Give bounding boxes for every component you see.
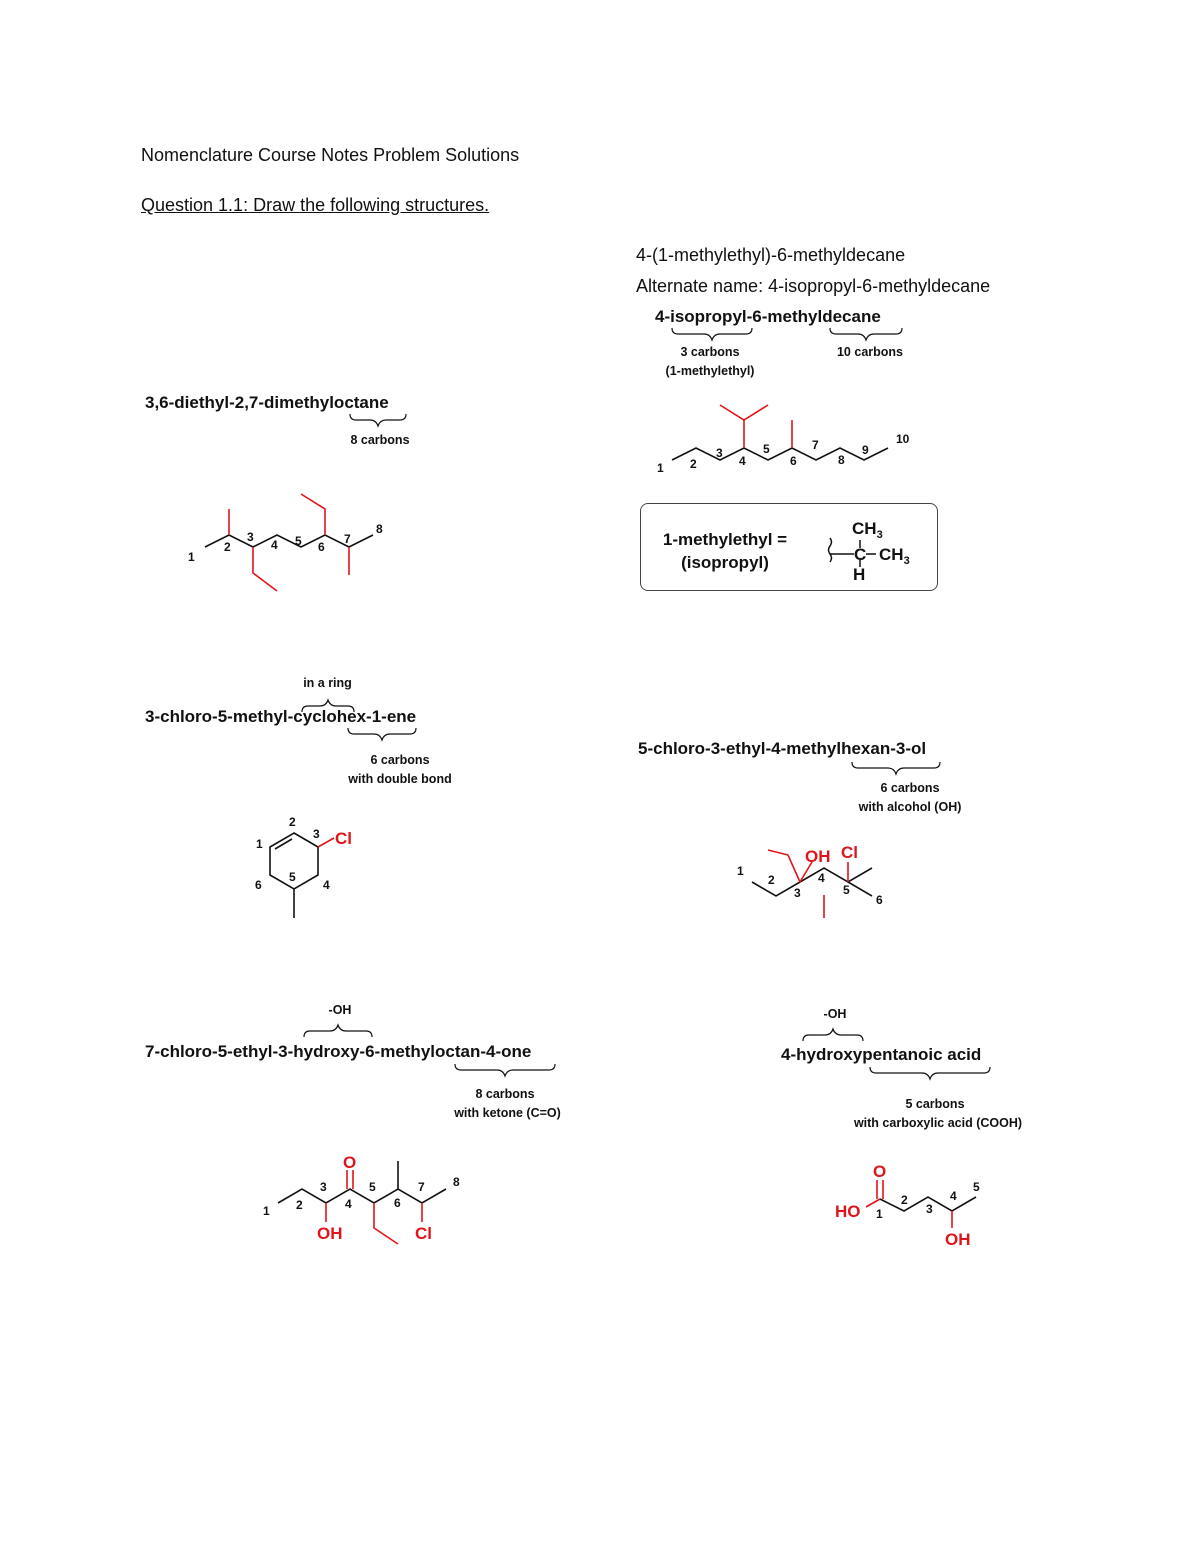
p4-num-5: 5 [843,883,850,897]
p6-compound-name: 4-hydroxypentanoic acid [781,1045,982,1064]
p1-num-8: 8 [376,522,383,536]
p5-compound-name: 7-chloro-5-ethyl-3-hydroxy-6-methyloctan-4-one [145,1042,532,1061]
p1-brace-octane [350,414,406,426]
p6-o-label: O [873,1162,887,1181]
p2-num-1: 1 [657,461,664,475]
p2-alternate-name: Alternate name: 4-isopropyl-6-methyldecane [636,276,991,296]
box-attachment-wavy [829,538,832,562]
p1-carbon-numbers [188,522,383,564]
p6-bond-ho [866,1199,880,1207]
p5-brace-octanone [455,1064,555,1076]
p2-heading: 4-(1-methylethyl)-6-methyldecane [636,245,906,265]
p3-num-3: 3 [313,827,320,841]
p2-brace-decane [830,328,902,340]
p6-brace-pentanoic [870,1067,990,1079]
p4-num-1: 1 [737,864,744,878]
box-label-methylethyl: 1-methylethyl = [662,530,788,549]
p5-note-8-carbons: 8 carbons [475,1087,535,1101]
p3-brace-cyclo [302,700,354,712]
p3-num-2: 2 [289,815,296,829]
p6-num-1: 1 [876,1207,883,1221]
p2-note-10-carbons: 10 carbons [836,345,903,359]
p5-oh-label: OH [317,1224,343,1243]
p6-ho-label: HO [835,1202,861,1221]
p6-num-4: 4 [950,1189,957,1203]
p1-num-6: 6 [318,540,325,554]
p4-oh-label: OH [805,847,831,866]
p2-num-10: 10 [896,432,910,446]
p3-bond-cl [318,838,334,847]
p5-cl-label: Cl [415,1224,432,1243]
p6-carbon-numbers [876,1180,980,1221]
p1-ethyl-c3 [253,547,277,591]
p6-note-5-carbons: 5 carbons [905,1097,965,1111]
p4-compound-name: 5-chloro-3-ethyl-4-methylhexan-3-ol [638,739,927,758]
p3-num-4: 4 [323,878,330,892]
p5-num-7: 7 [418,1180,425,1194]
p4-note-6-carbons: 6 carbons [880,781,940,795]
p5-note-oh: -OH [328,1003,352,1017]
p4-terminal [848,882,872,896]
p4-num-6: 6 [876,893,883,907]
p4-cl-label: Cl [841,843,858,862]
p1-note-8-carbons: 8 carbons [350,433,410,447]
p2-compound-name: 4-isopropyl-6-methyldecane [655,307,881,326]
p3-note-in-a-ring: in a ring [303,676,352,690]
p2-num-7: 7 [812,438,819,452]
document-title: Nomenclature Course Notes Problem Solutions [141,145,520,165]
p6-num-2: 2 [901,1193,908,1207]
box-ch3-right: $CH_3$ [879,545,910,567]
p2-num-5: 5 [763,442,770,456]
p2-num-3: 3 [716,446,723,460]
p4-note-alcohol: with alcohol (OH) [858,800,962,814]
p6-note-oh: -OH [823,1007,847,1021]
p1-num-7: 7 [344,532,351,546]
p5-num-4: 4 [345,1197,352,1211]
p6-num-5: 5 [973,1180,980,1194]
p2-brace-isopropyl [672,328,752,340]
p2-note-methylethyl: (1-methylethyl) [665,364,755,378]
p4-num-3: 3 [794,886,801,900]
p6-brace-hydroxy [803,1029,863,1041]
p5-num-3: 3 [320,1180,327,1194]
box-isopropyl-structure [829,538,877,567]
p4-num-4: 4 [818,871,825,885]
p4-brace-hexane [852,762,940,774]
p5-num-2: 2 [296,1198,303,1212]
box-h: H [853,565,866,584]
p3-note-double-bond: with double bond [348,772,452,786]
p2-note-3-carbons: 3 carbons [680,345,740,359]
p5-num-8: 8 [453,1175,460,1189]
p3-num-5: 5 [289,870,296,884]
p1-num-3: 3 [247,530,254,544]
p2-structure [672,405,888,460]
p1-ethyl-c6 [301,494,325,535]
p6-oh-label: OH [945,1230,971,1249]
p3-structure [270,833,334,918]
p5-note-ketone: with ketone (C=O) [454,1106,561,1120]
p3-num-6: 6 [255,878,262,892]
p2-num-9: 9 [862,443,869,457]
p3-note-6-carbons: 6 carbons [370,753,430,767]
p3-compound-name: 3-chloro-5-methyl-cyclohex-1-ene [145,707,417,726]
p5-num-6: 6 [394,1196,401,1210]
p4-num-2: 2 [768,873,775,887]
p6-num-3: 3 [926,1202,933,1216]
p5-num-1: 1 [263,1204,270,1218]
p1-num-5: 5 [295,534,302,548]
p2-isopropyl-branch [720,405,768,420]
p3-double-bond [275,839,292,849]
p5-num-5: 5 [369,1180,376,1194]
p1-num-1: 1 [188,550,195,564]
p3-num-1: 1 [256,837,263,851]
p2-num-8: 8 [838,453,845,467]
p1-num-2: 2 [224,540,231,554]
p1-compound-name: 3,6-diethyl-2,7-dimethyloctane [145,393,389,412]
p6-note-carboxylic: with carboxylic acid (COOH) [853,1116,1023,1130]
question-heading: Question 1.1: Draw the following structures. [141,195,490,215]
p2-num-2: 2 [690,457,697,471]
p5-o-label: O [343,1153,357,1172]
box-label-isopropyl: (isopropyl) [681,553,769,572]
p1-num-4: 4 [271,538,278,552]
p5-brace-hydroxy [304,1025,372,1037]
p3-brace-hexene [348,728,416,740]
p2-num-4: 4 [739,454,746,468]
p2-main-chain [672,448,888,460]
naming-braces [302,328,990,1079]
box-ch3-top: $CH_3$ [852,519,883,541]
p2-num-6: 6 [790,454,797,468]
p3-chloro-label: Cl [335,829,352,848]
box-central-c: C [854,545,867,564]
p2-carbon-numbers [657,432,910,475]
